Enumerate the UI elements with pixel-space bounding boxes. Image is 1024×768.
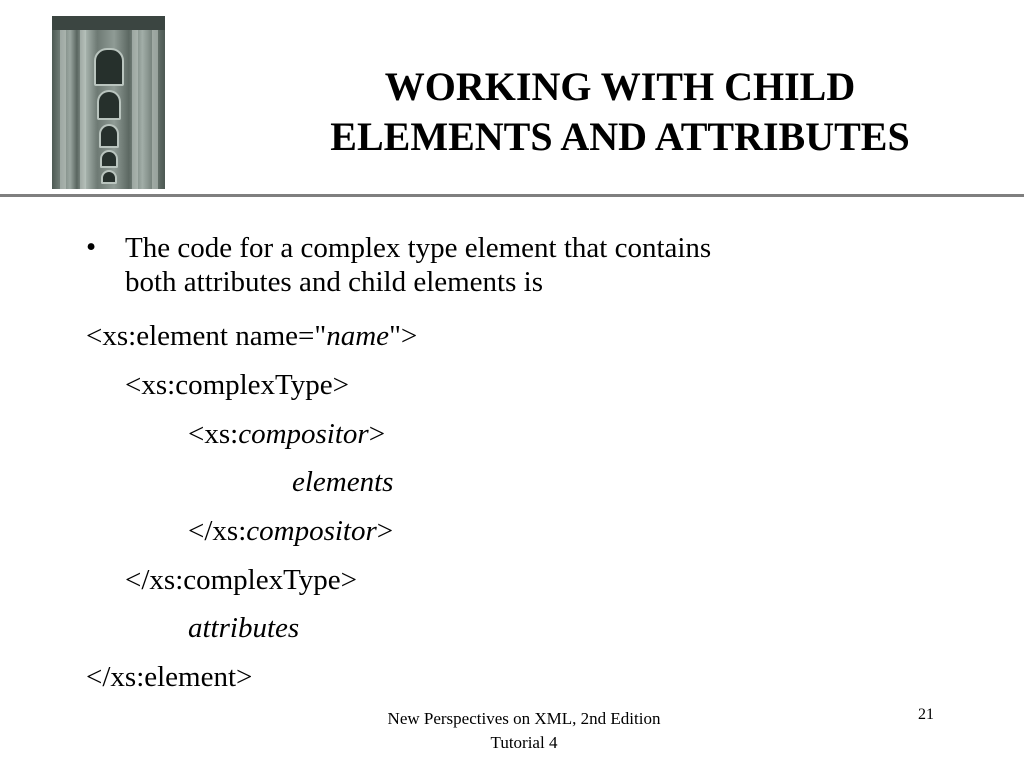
title-line-1: WORKING WITH CHILD [384,64,856,109]
code-line-complextype-open: <xs:complexType> [125,369,349,401]
bridge-photo [52,16,165,189]
code-text: > [376,515,394,547]
title-divider [0,194,1024,197]
code-placeholder-elements: elements [292,466,394,498]
photo-pillar [132,30,138,189]
slide-footer [324,707,724,755]
bullet-dot: • [86,231,97,263]
footer-tutorial: Tutorial 4 [490,733,558,752]
photo-arch [101,170,117,184]
page-number: 21 [918,706,934,723]
photo-pillar [152,30,158,189]
code-line-element-open [86,319,417,353]
bullet-line-2: both attributes and child elements is [125,266,543,298]
code-line-compositor-open [188,417,385,451]
code-line-attributes [188,611,299,645]
photo-arch [97,90,121,120]
code-text: "> [389,320,418,352]
photo-arch [100,150,118,168]
code-placeholder-name: name [326,320,390,352]
code-line-elements [292,465,393,499]
code-line-compositor-close [188,514,393,548]
bullet-line-1: The code for a complex type element that contains [125,232,712,264]
code-placeholder-compositor: compositor [246,515,377,547]
code-line-complextype-close: </xs:complexType> [125,564,358,596]
photo-pillar [80,30,86,189]
photo-pillar [60,30,66,189]
code-text: </xs: [188,515,247,547]
slide-title [230,62,1010,162]
code-text: > [368,418,386,450]
code-text: <xs: [188,418,239,450]
code-placeholder-attributes: attributes [188,612,300,644]
title-line-2: ELEMENTS AND ATTRIBUTES [330,114,910,159]
photo-top-band [52,16,165,30]
footer-book-title: New Perspectives on XML, 2nd Edition [387,709,661,728]
photo-arch [99,124,119,148]
code-placeholder-compositor: compositor [238,418,369,450]
bullet-text [125,231,915,299]
photo-arch [94,48,124,86]
code-text: <xs:element name=" [86,320,327,352]
code-line-element-close: </xs:element> [86,661,253,693]
